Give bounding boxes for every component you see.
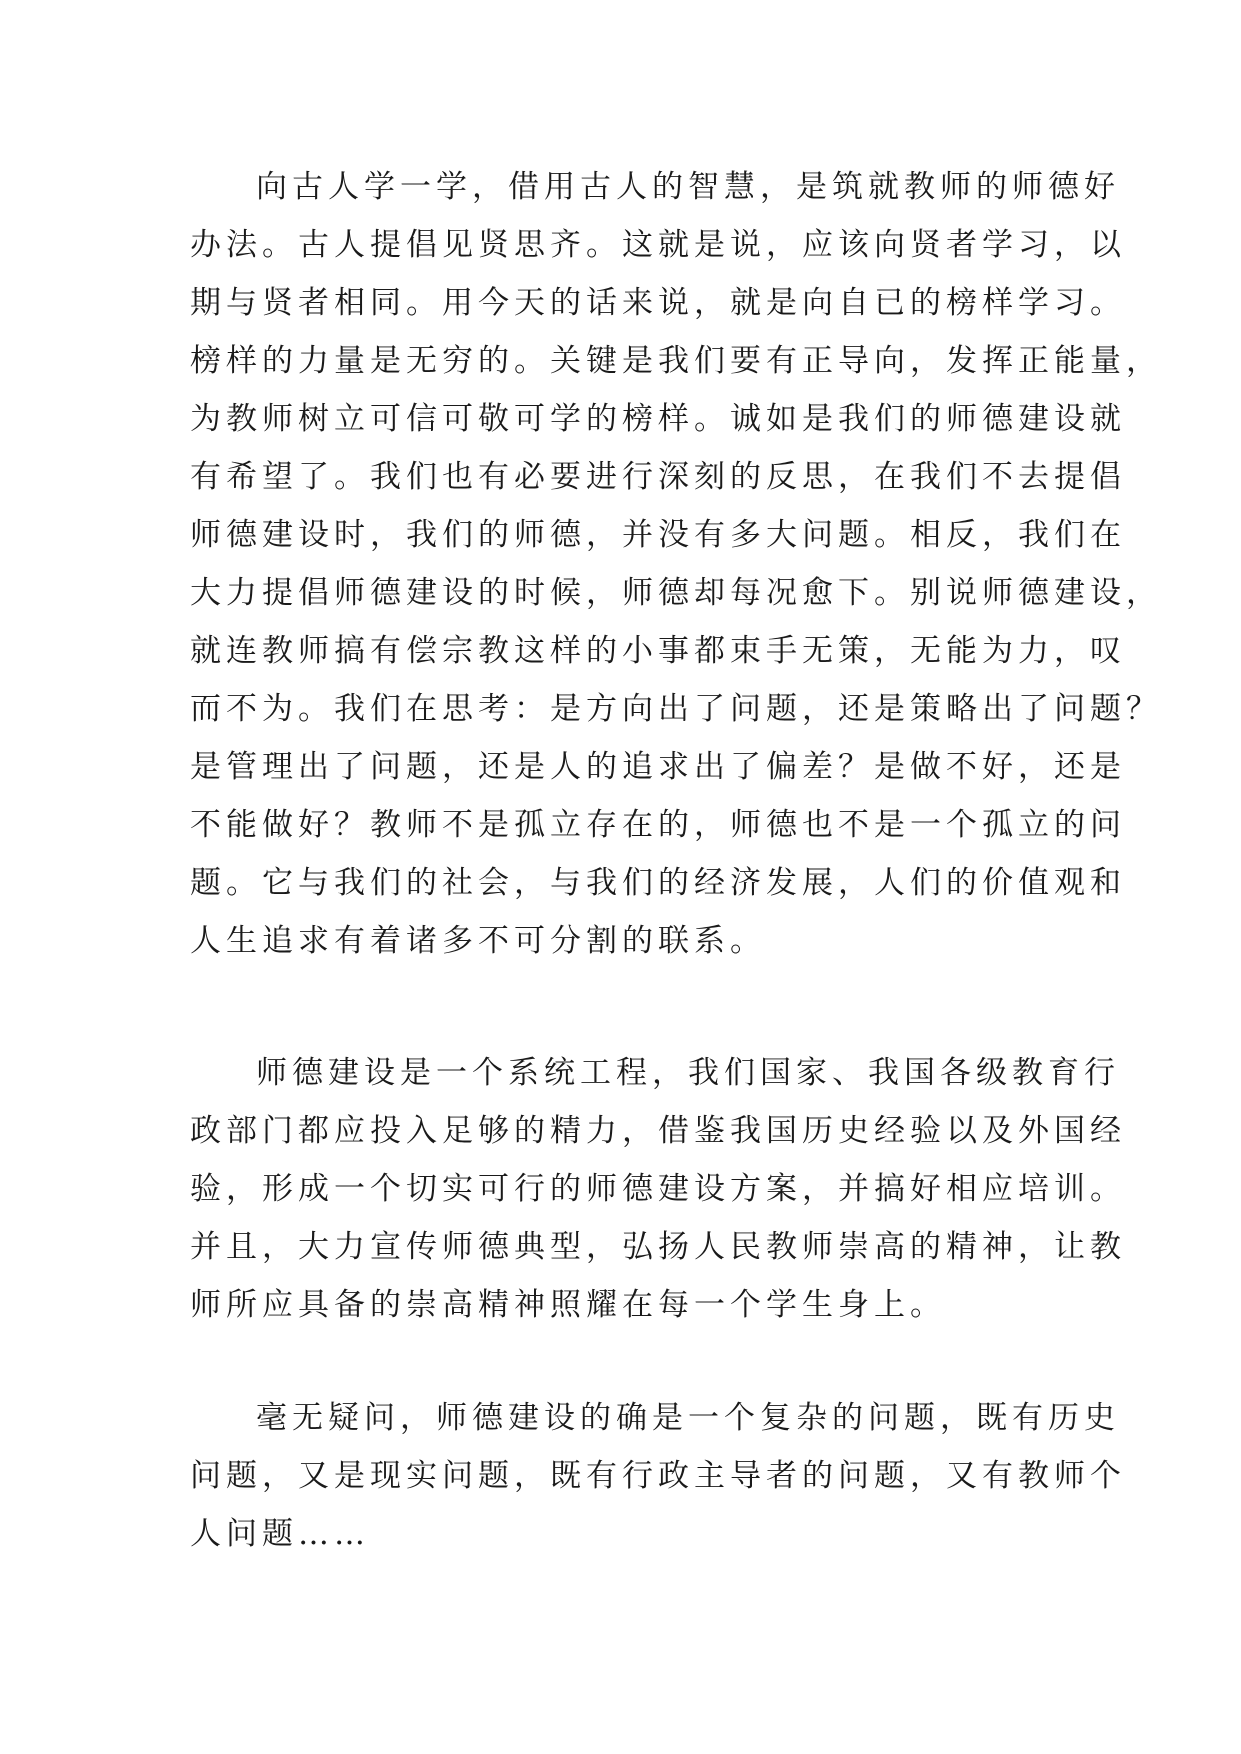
paragraph-line: 办法。古人提倡见贤思齐。这就是说，应该向贤者学习，以 (190, 227, 1126, 263)
paragraph-line: 大力提倡师德建设的时候，师德却每况愈下。别说师德建设， (190, 575, 1162, 611)
paragraph-line: 不能做好？教师不是孤立存在的，师德也不是一个孤立的问 (190, 807, 1126, 843)
paragraph-line: 并且，大力宣传师德典型，弘扬人民教师崇高的精神，让教 (190, 1229, 1126, 1265)
paragraph-line: 向古人学一学，借用古人的智慧，是筑就教师的师德好 (256, 169, 1120, 205)
paragraph-line: 人生追求有着诸多不可分割的联系。 (190, 923, 766, 959)
paragraph-1 (190, 158, 1162, 970)
paragraph-line: 人问题…… (190, 1516, 370, 1552)
paragraph-line: 有希望了。我们也有必要进行深刻的反思，在我们不去提倡 (190, 459, 1126, 495)
paragraph-line: 师德建设时，我们的师德，并没有多大问题。相反，我们在 (190, 517, 1126, 553)
paragraph-line: 期与贤者相同。用今天的话来说，就是向自已的榜样学习。 (190, 285, 1126, 321)
paragraph-line: 而不为。我们在思考：是方向出了问题，还是策略出了问题？ (190, 691, 1162, 727)
paragraph-line: 榜样的力量是无穷的。关键是我们要有正导向，发挥正能量， (190, 343, 1162, 379)
paragraph-3 (190, 1389, 1126, 1563)
paragraph-line: 验，形成一个切实可行的师德建设方案，并搞好相应培训。 (190, 1171, 1126, 1207)
paragraph-line: 是管理出了问题，还是人的追求出了偏差？是做不好，还是 (190, 749, 1126, 785)
paragraph-2 (190, 1044, 1126, 1334)
paragraph-line: 政部门都应投入足够的精力，借鉴我国历史经验以及外国经 (190, 1113, 1126, 1149)
paragraph-line: 为教师树立可信可敬可学的榜样。诚如是我们的师德建设就 (190, 401, 1126, 437)
paragraph-line: 问题，又是现实问题，既有行政主导者的问题，又有教师个 (190, 1458, 1126, 1494)
paragraph-line: 师德建设是一个系统工程，我们国家、我国各级教育行 (256, 1055, 1120, 1091)
paragraph-line: 就连教师搞有偿宗教这样的小事都束手无策，无能为力，叹 (190, 633, 1126, 669)
paragraph-line: 师所应具备的崇高精神照耀在每一个学生身上。 (190, 1287, 946, 1323)
paragraph-line: 毫无疑问，师德建设的确是一个复杂的问题，既有历史 (256, 1400, 1120, 1436)
paragraph-line: 题。它与我们的社会，与我们的经济发展，人们的价值观和 (190, 865, 1126, 901)
